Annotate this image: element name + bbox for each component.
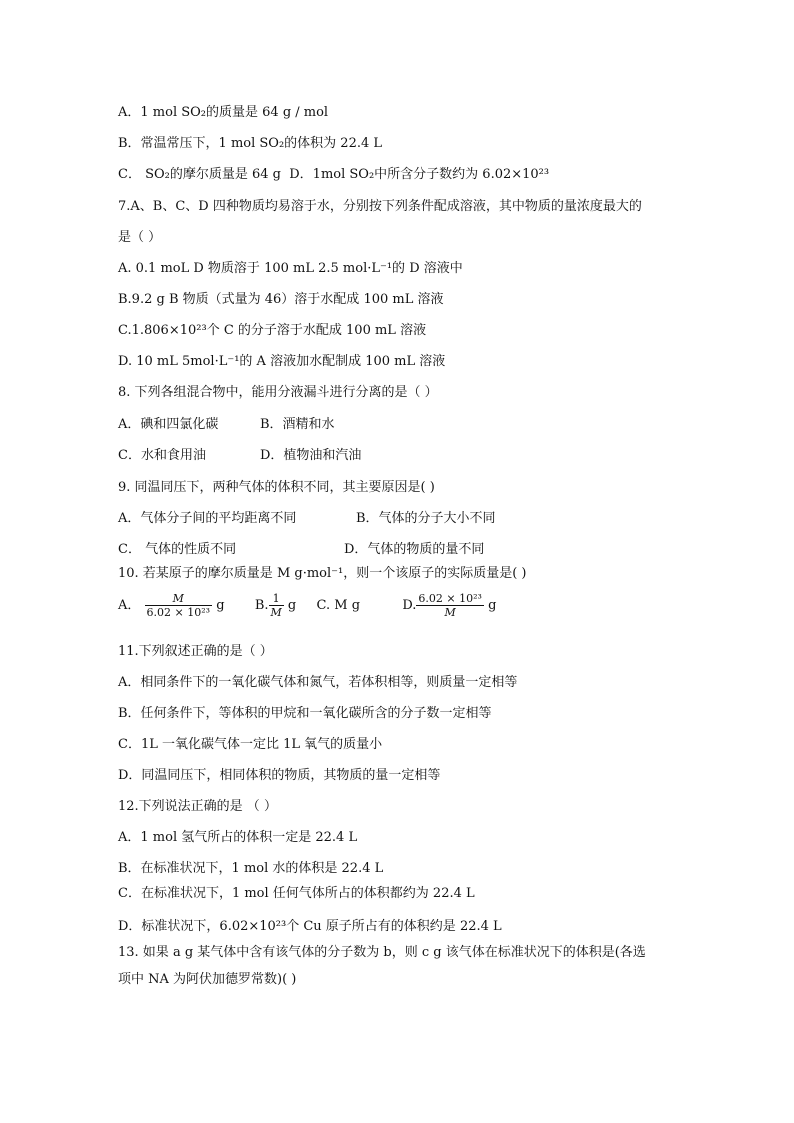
- q8-options-cd: [118, 447, 361, 465]
- q9-option-c: C． 气体的性质不同: [118, 542, 237, 557]
- q10-option-b-denominator: M: [270, 606, 282, 619]
- q10-option-a-unit: g: [216, 598, 225, 613]
- q7-option-a: A. 0.1 moL D 物质溶于 100 mL 2.5 mol·L⁻¹的 D 溶液中: [118, 261, 463, 276]
- q11-stem: 11.下列叙述正确的是（ ）: [118, 644, 273, 659]
- q6-option-c: C． SO₂的摩尔质量是 64 g: [118, 167, 281, 182]
- q12-option-d: D．标准状况下，6.02×10²³个 Cu 原子所占有的体积约是 22.4 L: [118, 919, 502, 934]
- q10-option-b-unit: g: [287, 598, 297, 613]
- q10-option-d-fraction: [416, 592, 484, 619]
- q12-option-a: A．1 mol 氢气所占的体积一定是 22.4 L: [118, 830, 358, 845]
- q13-stem-line1: 13. 如果 a g 某气体中含有该气体的分子数为 b，则 c g 该气体在标准状况下的体积是(各选: [118, 945, 646, 960]
- q10-option-a-denominator: 6.02 × 10²³: [146, 606, 211, 619]
- q6-option-a: A．1 mol SO₂的质量是 64 g / mol: [118, 105, 329, 120]
- q8-option-c: C．水和食用油: [118, 448, 206, 463]
- q8-stem: 8. 下列各组混合物中，能用分液漏斗进行分离的是（ ）: [118, 385, 438, 400]
- q11-option-d: D．同温同压下，相同体积的物质，其物质的量一定相等: [118, 768, 441, 783]
- q12-option-b: B．在标准状况下，1 mol 水的体积是 22.4 L: [118, 861, 384, 876]
- q11-option-a: A．相同条件下的一氧化碳气体和氮气，若体积相等，则质量一定相等: [118, 675, 518, 690]
- q9-option-d: D．气体的物质的量不同: [344, 542, 485, 557]
- q8-option-b: B．酒精和水: [260, 417, 335, 432]
- q10-option-d-label: D.: [402, 598, 417, 613]
- q6-options-cd: [118, 166, 549, 184]
- q9-option-b: B．气体的分子大小不同: [356, 511, 496, 526]
- q10-stem: 10. 若某原子的摩尔质量是 M g·mol⁻¹，则一个该原子的实际质量是( ): [118, 566, 527, 581]
- q7-option-c: C.1.806×10²³个 C 的分子溶于水配成 100 mL 溶液: [118, 323, 427, 338]
- q10-option-b-fraction: [269, 592, 284, 619]
- q10-option-d-unit: g: [488, 598, 497, 613]
- q10-option-b-numerator: 1: [269, 592, 284, 606]
- q9-stem: 9. 同温同压下，两种气体的体积不同，其主要原因是( ): [118, 480, 435, 495]
- q10-option-b-label: B.: [254, 598, 269, 613]
- q11-option-b: B．任何条件下，等体积的甲烷和一氧化碳所含的分子数一定相等: [118, 706, 492, 721]
- q6-option-b: B．常温常压下，1 mol SO₂的体积为 22.4 L: [118, 136, 383, 151]
- q10-option-a-fraction: [145, 592, 213, 619]
- q7-stem-line2: 是（ ）: [118, 230, 162, 245]
- q11-option-c: C．1L 一氧化碳气体一定比 1L 氧气的质量小: [118, 737, 383, 752]
- q9-option-a: A．气体分子间的平均距离不同: [118, 511, 297, 526]
- q10-options: [118, 592, 496, 620]
- q10-option-a-label: A．: [118, 598, 141, 613]
- q9-options-cd: [118, 541, 484, 559]
- q7-stem-line1: 7.A、B、C、D 四种物质均易溶于水，分别按下列条件配成溶液，其中物质的量浓度最大的: [118, 199, 642, 214]
- q12-stem: 12.下列说法正确的是 （ ）: [118, 799, 277, 814]
- q8-option-d: D．植物油和汽油: [260, 448, 362, 463]
- q7-option-b: B.9.2 g B 物质（式量为 46）溶于水配成 100 mL 溶液: [118, 292, 444, 307]
- q10-option-d-numerator: 6.02 × 10²³: [418, 592, 482, 605]
- q6-option-d: D．1mol SO₂中所含分子数约为 6.02×10²³: [289, 167, 550, 182]
- q12-option-c: C．在标准状况下，1 mol 任何气体所占的体积都约为 22.4 L: [118, 886, 475, 901]
- q10-option-a-numerator: M: [145, 592, 213, 606]
- q9-options-ab: [118, 510, 496, 528]
- q10-option-c: C. M g: [316, 598, 361, 613]
- q8-options-ab: [118, 416, 335, 434]
- q13-stem-line2: 项中 NA 为阿伏加德罗常数)( ): [118, 972, 297, 987]
- q10-option-d-denominator: M: [444, 606, 456, 619]
- q8-option-a: A．碘和四氯化碳: [118, 417, 219, 432]
- q7-option-d: D. 10 mL 5mol·L⁻¹的 A 溶液加水配制成 100 mL 溶液: [118, 354, 446, 369]
